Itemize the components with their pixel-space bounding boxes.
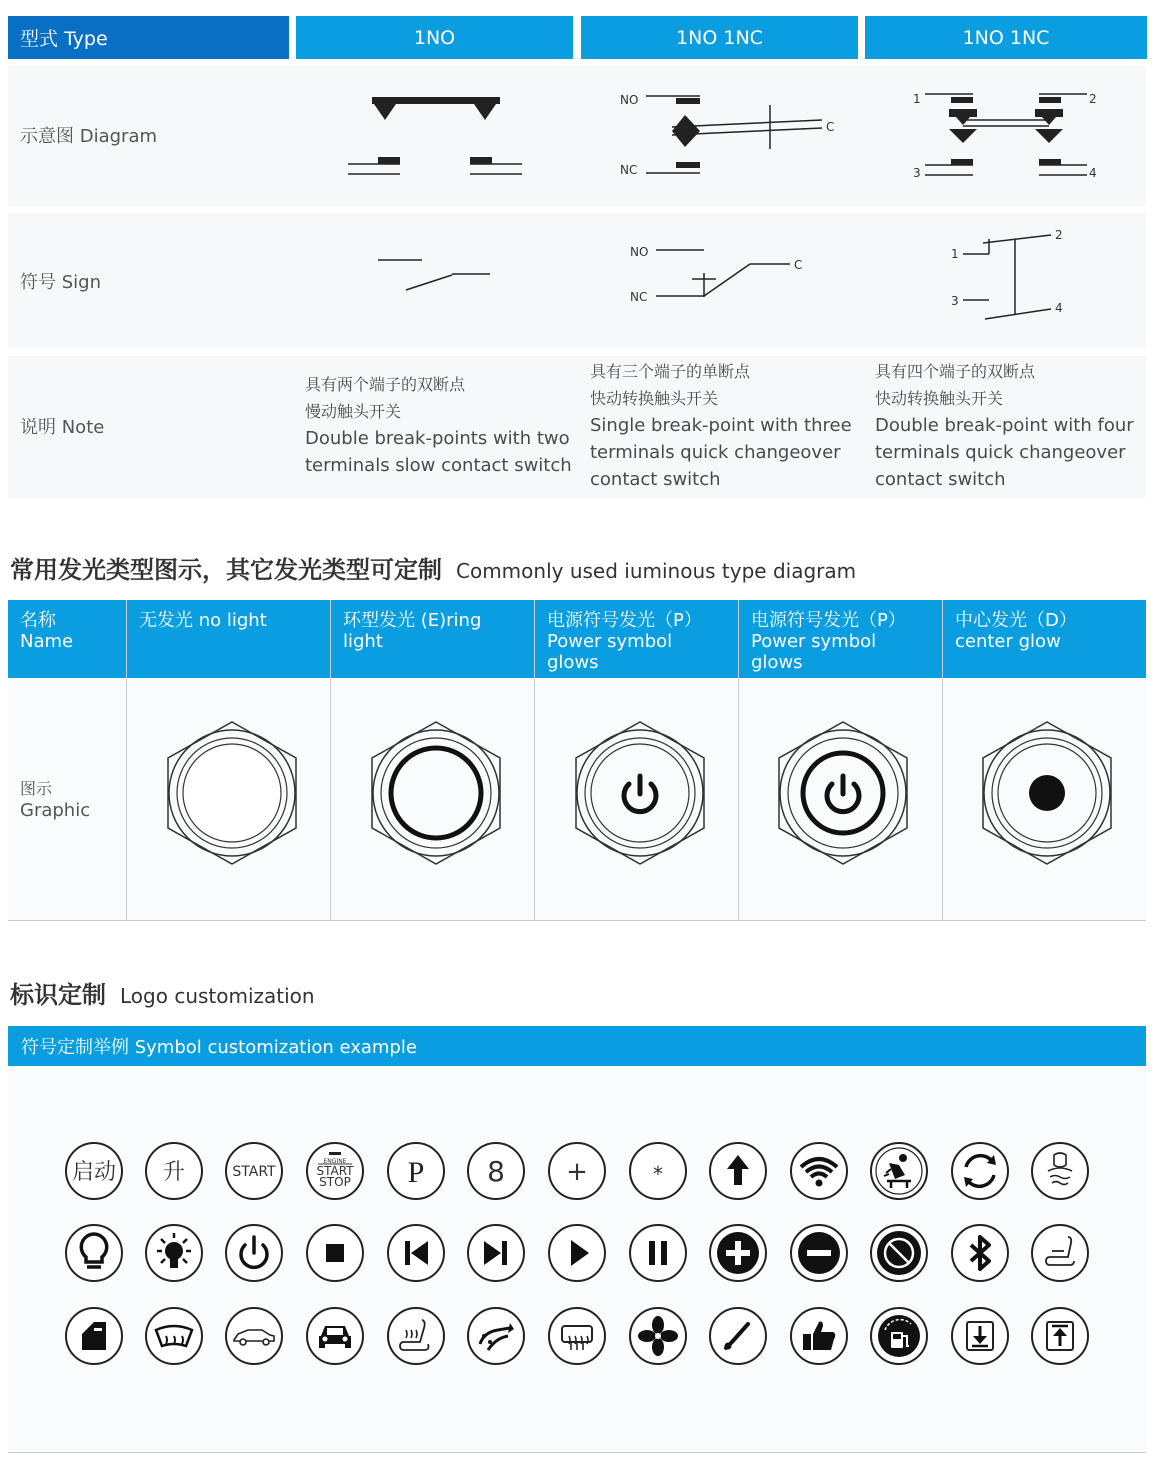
- luminous-title-cn: 常用发光类型图示，其它发光类型可定制: [10, 556, 442, 584]
- seat-recline-icon: [1030, 1223, 1090, 1283]
- type-header-cell: [8, 16, 289, 59]
- seat-massage-icon: [869, 1141, 929, 1201]
- logo-title-cn: 标识定制: [10, 981, 106, 1009]
- arrow-up-icon: [708, 1141, 768, 1201]
- skip-previous-icon: [386, 1223, 446, 1283]
- car-outline-icon: [224, 1306, 284, 1366]
- refresh-icon: [950, 1141, 1010, 1201]
- note-3-line4: terminals quick changeover: [875, 442, 1126, 463]
- bulb-icon: [64, 1223, 124, 1283]
- note-1no-line1: 具有两个端子的双断点: [305, 375, 466, 394]
- sheng-text: 升: [162, 1160, 186, 1185]
- thumbs-up-icon: [789, 1306, 849, 1366]
- lum-head-center-l2: center glow: [955, 631, 1061, 652]
- type-1no1nc-header-b: [865, 16, 1147, 59]
- type-header-label: 型式 Type: [20, 28, 108, 50]
- note-1no-line3: Double break-points with two: [305, 428, 570, 449]
- sign-t4-text: 4: [1055, 301, 1063, 315]
- note-3-line2: 快动转换触头开关: [875, 389, 1004, 408]
- fan-icon: [628, 1306, 688, 1366]
- lum-head-power-a-l2: Power symbol glows: [547, 631, 673, 673]
- add-circle-icon: [708, 1223, 768, 1283]
- sign-1no1nc-double: [945, 225, 1075, 325]
- note-1no-line2: 慢动触头开关: [305, 402, 402, 421]
- wifi-icon: [789, 1141, 849, 1201]
- power-icon: [224, 1223, 284, 1283]
- power-symbol-button-graphic-b: [777, 720, 909, 866]
- engine-text: ENGINE: [323, 1158, 347, 1165]
- sign-row-label: 符号 Sign: [20, 272, 101, 293]
- note-2-line2: 快动转换触头开关: [590, 389, 719, 408]
- diagram-1no1nc-changeover: [610, 85, 850, 185]
- rear-defrost-icon: [547, 1306, 607, 1366]
- type-1no1nc-header-a: [581, 16, 858, 59]
- type-1no-header: [296, 16, 573, 59]
- symbol-example-label: 符号定制举例 Symbol customization example: [21, 1037, 417, 1058]
- logo-title-en: Logo customization: [120, 984, 315, 1008]
- star-text: *: [653, 1162, 663, 1186]
- note-2-line4: terminals quick changeover: [590, 442, 841, 463]
- asterisk-icon: [628, 1141, 688, 1201]
- door-icon: [64, 1306, 124, 1366]
- upload-icon: [1030, 1306, 1090, 1366]
- type-1no1nc-label-b: 1NO 1NC: [962, 26, 1050, 49]
- note-3-line1: 具有四个端子的双断点: [875, 362, 1036, 381]
- note-row-label: 说明 Note: [20, 417, 105, 438]
- ring-light-button-graphic: [370, 720, 502, 866]
- diagram-t4-text: 4: [1089, 166, 1097, 180]
- lum-divider-3: [534, 600, 535, 920]
- lum-divider-1: [126, 600, 127, 920]
- lum-head-power-a-l1: 电源符号发光（P）: [547, 610, 702, 631]
- prohibited-icon: [869, 1223, 929, 1283]
- car-front-icon: [305, 1306, 365, 1366]
- graphic-row-label: [20, 778, 90, 822]
- lum-head-center: [943, 600, 1146, 678]
- lum-head-name-l1: 名称 Name: [20, 610, 74, 652]
- fuel-gauge-icon: [869, 1306, 929, 1366]
- diagram-1no1nc-double: [905, 85, 1105, 185]
- lum-head-ring: [331, 600, 534, 678]
- eight-text: 8: [487, 1155, 505, 1188]
- sign-c-text: C: [794, 258, 803, 272]
- note-3-line3: Double break-point with four: [875, 415, 1134, 436]
- logo-section-title: [10, 975, 315, 1010]
- note-3-line5: contact switch: [875, 469, 1006, 490]
- nolight-button-graphic: [166, 720, 298, 866]
- skip-next-icon: [466, 1223, 526, 1283]
- diagram-1no: [330, 85, 540, 185]
- note-2-line5: contact switch: [590, 469, 721, 490]
- seat-ventilation-icon: [1030, 1141, 1090, 1201]
- light-on-icon: [144, 1223, 204, 1283]
- wiper-icon: [708, 1306, 768, 1366]
- stop-square-icon: [305, 1223, 365, 1283]
- start-icon: [224, 1141, 284, 1201]
- plus-text: +: [566, 1157, 588, 1187]
- diagram-t2-text: 2: [1089, 92, 1097, 106]
- bluetooth-icon: [950, 1223, 1010, 1283]
- sign-no-text: NO: [630, 245, 649, 259]
- lum-head-nolight: [127, 600, 330, 678]
- play-icon: [547, 1223, 607, 1283]
- lum-divider-2: [330, 600, 331, 920]
- graphic-label-en: Graphic: [20, 800, 91, 821]
- plus-icon: [547, 1141, 607, 1201]
- pause-icon: [628, 1223, 688, 1283]
- type-1no1nc-label-a: 1NO 1NC: [676, 26, 763, 49]
- sign-nc-text: NC: [630, 290, 648, 304]
- remove-circle-icon: [789, 1223, 849, 1283]
- note-1no-line4: terminals slow contact switch: [305, 455, 572, 476]
- note-2-line3: Single break-point with three: [590, 415, 852, 436]
- lum-head-name: [8, 600, 126, 678]
- luminous-section-title: [10, 550, 856, 585]
- start2-text: START: [316, 1164, 354, 1178]
- lum-head-power-b: [739, 600, 942, 678]
- sign-t3-text: 3: [951, 294, 959, 308]
- power-symbol-button-graphic-a: [574, 720, 706, 866]
- eight-icon: [466, 1141, 526, 1201]
- sign-t2-text: 2: [1055, 228, 1063, 242]
- lum-head-nolight-l1: 无发光 no light: [139, 610, 267, 631]
- diagram-nc-text: NC: [620, 163, 638, 177]
- qidong-icon: [64, 1141, 124, 1201]
- center-glow-button-graphic: [981, 720, 1113, 866]
- qidong-text: 启动: [71, 1160, 117, 1185]
- start-text: START: [232, 1164, 276, 1180]
- windshield-defrost-icon: [144, 1306, 204, 1366]
- sign-1no: [370, 250, 500, 300]
- engine-start-stop-icon: [305, 1141, 365, 1201]
- parking-p-icon: [386, 1141, 446, 1201]
- lum-head-power-b-l1: 电源符号发光（P）: [751, 610, 906, 631]
- lum-head-power-b-l2: Power symbol glows: [751, 631, 877, 673]
- sheng-icon: [144, 1141, 204, 1201]
- lum-head-power-a: [535, 600, 738, 678]
- type-1no-label: 1NO: [413, 26, 456, 49]
- diagram-t3-text: 3: [913, 166, 921, 180]
- note-1no: [305, 371, 575, 479]
- graphic-label-cn: 图示: [20, 779, 53, 798]
- diagram-no-text: NO: [620, 93, 639, 107]
- lum-head-ring-l1: 环型发光 (E)ring light: [343, 610, 482, 652]
- air-recirculation-icon: [466, 1306, 526, 1366]
- symbol-example-bar: [8, 1026, 1146, 1066]
- diagram-c-text: C: [826, 120, 835, 134]
- download-icon: [950, 1306, 1010, 1366]
- note-2-line1: 具有三个端子的单断点: [590, 362, 751, 381]
- luminous-title-en: Commonly used iuminous type diagram: [456, 559, 857, 583]
- diagram-t1-text: 1: [913, 92, 921, 106]
- sign-1no1nc-changeover: [620, 235, 820, 305]
- seat-heat-icon: [386, 1306, 446, 1366]
- sign-t1-text: 1: [951, 247, 959, 261]
- stop-text: STOP: [319, 1175, 351, 1189]
- note-1no1nc-double: [875, 358, 1145, 493]
- lum-divider-4: [738, 600, 739, 920]
- p-text: P: [407, 1156, 425, 1189]
- diagram-row-label: 示意图 Diagram: [20, 126, 158, 147]
- lum-head-center-l1: 中心发光（D）: [955, 610, 1077, 631]
- lum-divider-5: [942, 600, 943, 920]
- note-1no1nc-changeover: [590, 358, 860, 493]
